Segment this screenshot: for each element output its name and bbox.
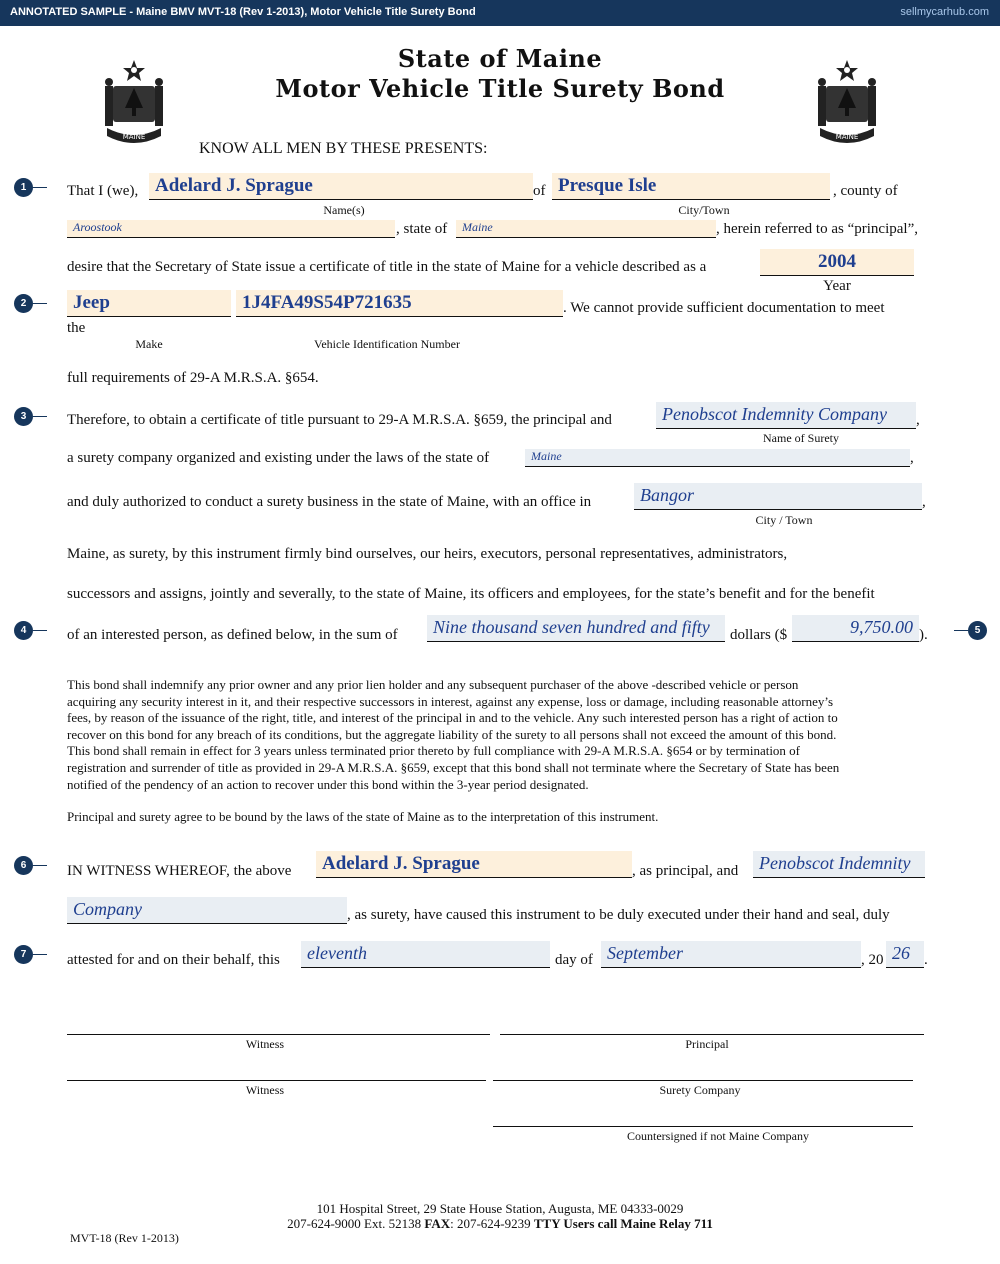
- witness-surety-field[interactable]: Penobscot Indemnity: [753, 851, 925, 878]
- vehicle-year-field[interactable]: 2004: [760, 249, 914, 276]
- as-principal-text: , as principal, and: [632, 863, 739, 879]
- countersigned-caption: Countersigned if not Maine Company: [627, 1129, 809, 1143]
- paragraph-line: This bond shall remain in effect for 3 years unless terminated prior thereto by full compliance with 29-A M.R.S.A. §654 or by termination of: [67, 743, 801, 759]
- principal-name-field[interactable]: Adelard J. Sprague: [149, 173, 533, 200]
- banner-site-link[interactable]: sellmycarhub.com: [900, 6, 989, 18]
- surety-state-comma: ,: [910, 450, 914, 466]
- bind-ourselves-text: Maine, as surety, by this instrument firmly bind ourselves, our heirs, executors, personal representatives, administrators,: [67, 546, 788, 562]
- seal-banner-text: MAINE: [835, 133, 859, 141]
- that-i-we-label: That I (we),: [67, 183, 139, 199]
- dollars-label: dollars ($: [730, 627, 788, 643]
- vehicle-make-field[interactable]: Jeep: [67, 290, 231, 317]
- witness-b-caption: Witness: [245, 1083, 285, 1097]
- footer-fax-label: FAX: [424, 1216, 451, 1231]
- footer-contact: [0, 1216, 1000, 1231]
- surety-state-field[interactable]: Maine: [525, 449, 910, 467]
- marker-4-tick: [33, 630, 47, 631]
- witness-surety-cont-field[interactable]: Company: [67, 897, 347, 924]
- duly-authorized-text: and duly authorized to conduct a surety business in the state of Maine, with an office in: [67, 494, 592, 510]
- make-caption: Make: [135, 337, 163, 351]
- marker-6: 6: [14, 856, 33, 875]
- office-city-caption: City / Town: [755, 513, 813, 527]
- marker-7: 7: [14, 945, 33, 964]
- banner-title: ANNOTATED SAMPLE - Maine BMV MVT-18 (Rev 1-2013), Motor Vehicle Title Surety Bond: [10, 6, 476, 18]
- surety-name-field[interactable]: Penobscot Indemnity Company: [656, 402, 916, 429]
- marker-1-tick: [33, 187, 47, 188]
- form-title-line2: Motor Vehicle Title Surety Bond: [275, 74, 725, 103]
- of-label: of: [533, 183, 546, 199]
- marker-5: 5: [968, 621, 987, 640]
- footer-tty: TTY Users call Maine Relay 711: [533, 1216, 713, 1231]
- state-of-label: , state of: [396, 221, 448, 237]
- countersigned-signature-line[interactable]: [493, 1126, 913, 1127]
- names-caption: Name(s): [323, 203, 365, 217]
- seal-banner-text: MAINE: [122, 133, 146, 141]
- form-title-line1: State of Maine: [397, 44, 603, 73]
- day-of-text: day of: [555, 952, 593, 968]
- county-field[interactable]: Aroostook: [67, 220, 395, 238]
- witness-a-signature-line[interactable]: [67, 1034, 490, 1035]
- principal-state-field[interactable]: Maine: [456, 220, 716, 238]
- principal-city-field[interactable]: Presque Isle: [552, 173, 830, 200]
- desire-text: desire that the Secretary of State issue a certificate of title in the state of Maine for a vehicle described as a: [67, 259, 707, 275]
- marker-1: 1: [14, 178, 33, 197]
- paragraph-line: acquiring any security interest in it, and their respective successors in interest, against any expense, loss or damage, including reasonable attorney’s: [67, 693, 834, 709]
- in-witness-text: IN WITNESS WHEREOF, the above: [67, 863, 292, 879]
- therefore-text: Therefore, to obtain a certificate of title pursuant to 29-A M.R.S.A. §659, the principal and: [67, 412, 612, 428]
- the-text: the: [67, 320, 86, 336]
- month-field[interactable]: September: [601, 941, 861, 968]
- paragraph-line: fees, by reason of the issuance of the right, title, and interest of the principal in and to the vehicle. Any such interested person has a right of action to: [67, 710, 838, 726]
- full-requirements-text: full requirements of 29-A M.R.S.A. §654.: [67, 370, 319, 386]
- surety-office-city-field[interactable]: Bangor: [634, 483, 922, 510]
- footer-phone: 207-624-9000 Ext. 52138: [287, 1216, 425, 1231]
- paragraph-line: This bond shall indemnify any prior owner and any prior lien holder and any subsequent purchaser of the above -described vehicle or person: [67, 677, 799, 692]
- year-prefix-text: , 20: [861, 952, 884, 968]
- marker-5-tick: [954, 630, 968, 631]
- marker-2-tick: [33, 303, 47, 304]
- surety-signature-line[interactable]: [493, 1080, 913, 1081]
- surety-company-caption: Surety Company: [659, 1083, 741, 1097]
- attested-text: attested for and on their behalf, this: [67, 952, 280, 968]
- paragraph-line: registration and surrender of title as provided in 29-A M.R.S.A. §659, except that this bond shall not terminate where the Secretary of State has been: [67, 759, 840, 775]
- marker-3-tick: [33, 416, 47, 417]
- bond-amount-words-field[interactable]: Nine thousand seven hundred and fifty: [427, 615, 725, 642]
- witness-a-caption: Witness: [245, 1037, 285, 1051]
- successors-text: successors and assigns, jointly and severally, to the state of Maine, its officers and employees, for the state’s benefit and for the benefit: [67, 586, 875, 602]
- vin-field[interactable]: 1J4FA49S54P721635: [236, 290, 563, 317]
- footer-fax: : 207-624-9239: [450, 1216, 534, 1231]
- witness-principal-field[interactable]: Adelard J. Sprague: [316, 851, 632, 878]
- indemnify-paragraph: [67, 677, 937, 793]
- marker-7-tick: [33, 954, 47, 955]
- marker-2: 2: [14, 294, 33, 313]
- day-field[interactable]: eleventh: [301, 941, 550, 968]
- witness-year-field[interactable]: 26: [886, 941, 924, 968]
- paragraph-line: notified of the pendency of an action to recover under this bond within the 3-year period designated.: [67, 776, 589, 792]
- intro-text: KNOW ALL MEN BY THESE PRESENTS:: [199, 140, 488, 157]
- surety-company-text: a surety company organized and existing under the laws of the state of: [67, 450, 490, 466]
- form-id: MVT-18 (Rev 1-2013): [70, 1231, 179, 1245]
- marker-4: 4: [14, 621, 33, 640]
- principal-caption: Principal: [685, 1037, 729, 1051]
- as-surety-text: , as surety, have caused this instrument to be duly executed under their hand and seal, duly: [347, 907, 890, 923]
- county-of-label: , county of: [833, 183, 898, 199]
- city-town-caption: City/Town: [678, 203, 730, 217]
- sum-of-text: of an interested person, as defined below, in the sum of: [67, 627, 398, 643]
- name-of-surety-caption: Name of Surety: [763, 431, 839, 445]
- vin-caption: Vehicle Identification Number: [314, 337, 460, 351]
- surety-comma: ,: [916, 412, 920, 428]
- witness-b-signature-line[interactable]: [67, 1080, 486, 1081]
- footer-address: 101 Hospital Street, 29 State House Station, Augusta, ME 04333-0029: [316, 1201, 684, 1216]
- bond-amount-field[interactable]: 9,750.00: [792, 615, 919, 642]
- amount-close: ).: [919, 627, 928, 643]
- marker-3: 3: [14, 407, 33, 426]
- paragraph-line: recover on this bond for any breach of its conditions, but the aggregate liability of the surety to all persons shall not exceed the amount of this bond.: [67, 726, 837, 742]
- office-comma: ,: [922, 494, 926, 510]
- agree-text: Principal and surety agree to be bound by the laws of the state of Maine as to the interpretation of this instrument.: [67, 809, 659, 824]
- year-period: .: [924, 952, 928, 968]
- marker-6-tick: [33, 865, 47, 866]
- herein-principal-label: , herein referred to as “principal”,: [716, 221, 918, 237]
- principal-signature-line[interactable]: [500, 1034, 924, 1035]
- cannot-provide-text: . We cannot provide sufficient documentation to meet: [563, 300, 885, 316]
- top-banner: [0, 0, 1000, 26]
- year-caption: Year: [823, 278, 851, 294]
